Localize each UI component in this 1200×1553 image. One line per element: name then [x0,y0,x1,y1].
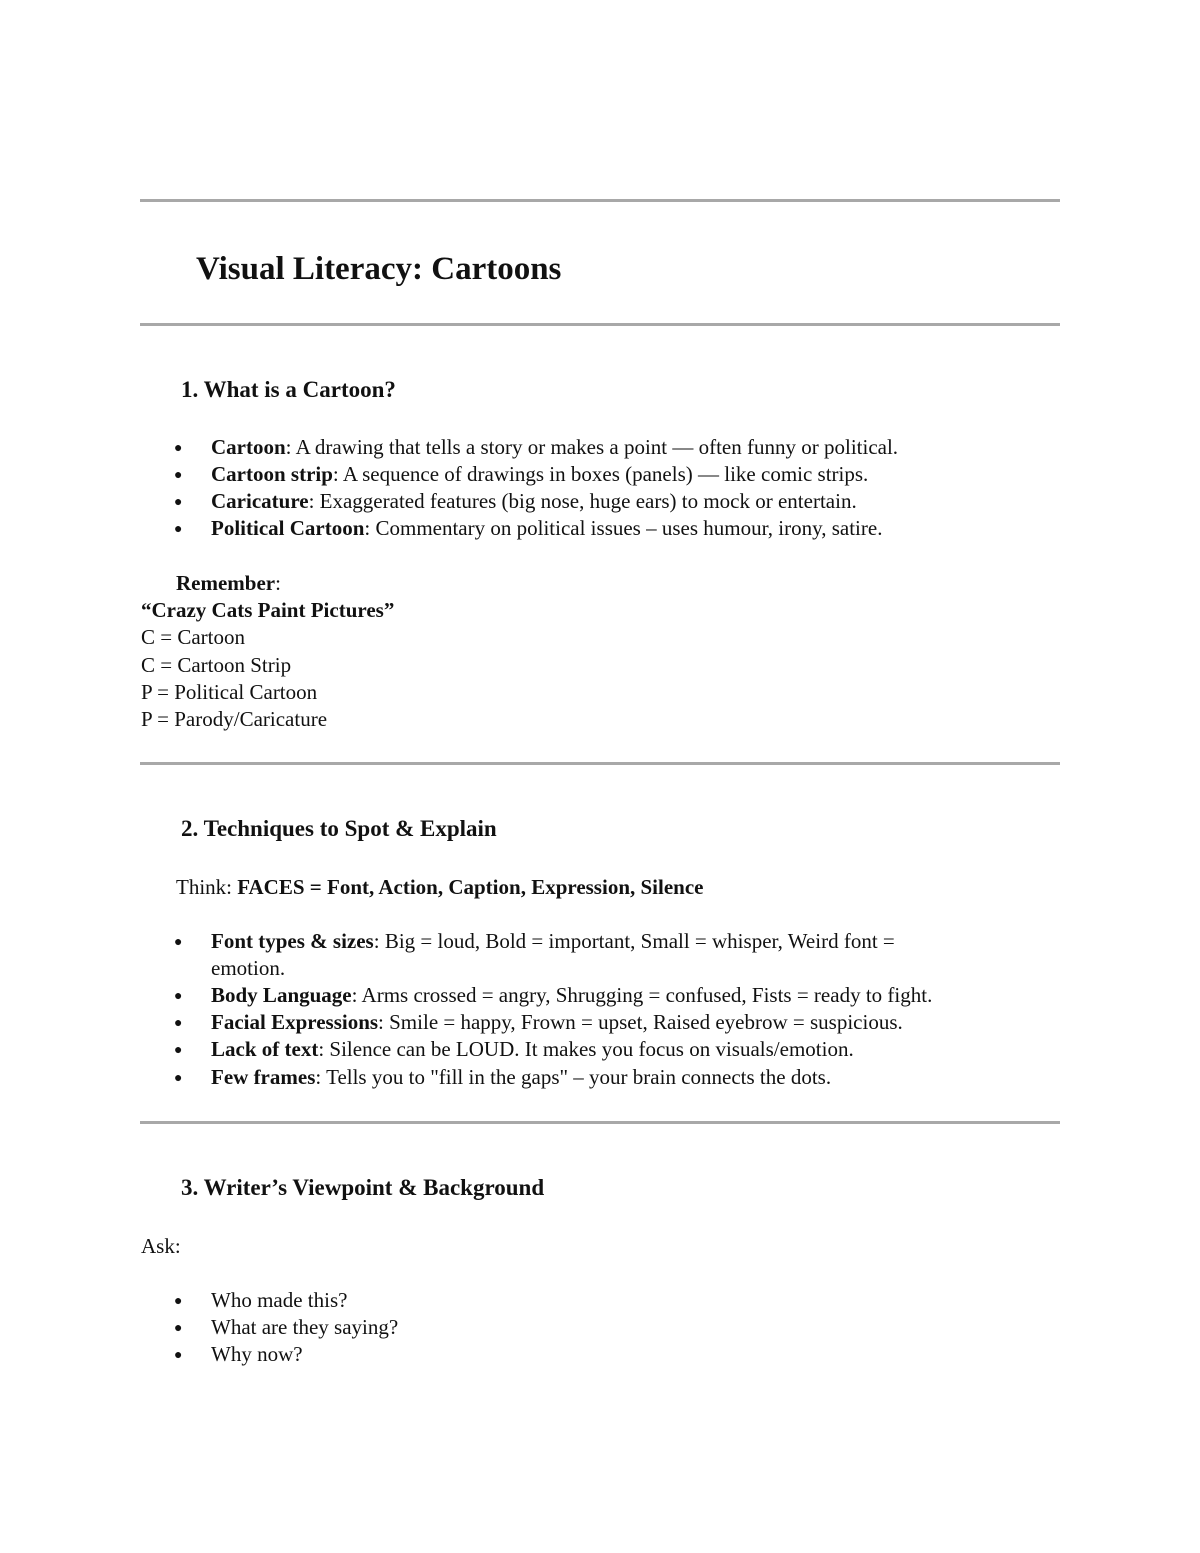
list-item-term: Political Cartoon [211,516,365,540]
divider-under-title [140,323,1060,326]
list-item [211,928,895,955]
list-item: What are they saying? [211,1315,399,1339]
bullet-icon: ● [174,1348,183,1363]
list-item-continuation: emotion. [211,956,286,980]
list-item-text: : A sequence of drawings in boxes (panels) — like comic strips. [332,462,869,486]
mnemonic-line: P = Political Cartoon [141,680,318,704]
list-item-term: Lack of text [211,1037,319,1061]
list-item: Who made this? [211,1288,348,1312]
list-item-text: : Commentary on political issues – uses humour, irony, satire. [364,516,883,540]
list-item-text: : Tells you to "fill in the gaps" – your brain connects the dots. [315,1065,832,1089]
section-2-heading: 2. Techniques to Spot & Explain [181,816,497,841]
divider-section-1 [140,762,1060,765]
think-label: Think: [176,875,238,899]
section-3-heading: 3. Writer’s Viewpoint & Background [181,1175,545,1200]
list-item-text: : A drawing that tells a story or makes a point — often funny or political. [285,435,899,459]
page-title: Visual Literacy: Cartoons [196,251,562,287]
list-item-term: Body Language [211,983,352,1007]
mnemonic: “Crazy Cats Paint Pictures” [141,598,395,622]
bullet-icon: ● [174,495,183,510]
faces-mnemonic: FACES = Font, Action, Caption, Expression, Silence [237,875,704,899]
divider-top [140,199,1060,202]
list-item-term: Facial Expressions [211,1010,379,1034]
bullet-icon: ● [174,935,183,950]
list-item [211,982,932,1009]
list-item [211,1064,831,1091]
list-item-term: Few frames [211,1065,316,1089]
list-item [211,434,898,461]
list-item [211,1036,854,1063]
divider-section-2 [140,1121,1060,1124]
bullet-icon: ● [174,989,183,1004]
list-item [211,461,868,488]
list-item [211,515,882,542]
list-item-text: : Exaggerated features (big nose, huge ears) to mock or entertain. [308,489,857,513]
mnemonic-line: C = Cartoon [141,625,246,649]
list-item-term: Caricature [211,489,309,513]
bullet-icon: ● [174,522,183,537]
section-1-heading: 1. What is a Cartoon? [181,377,396,402]
mnemonic-line: P = Parody/Caricature [141,707,328,731]
bullet-icon: ● [174,1321,183,1336]
bullet-icon: ● [174,468,183,483]
list-item: Why now? [211,1342,303,1366]
think-line [176,874,704,901]
remember-label: Remember: [176,571,281,595]
list-item-text: : Arms crossed = angry, Shrugging = confused, Fists = ready to fight. [351,983,933,1007]
bullet-icon: ● [174,1071,183,1086]
bullet-icon: ● [174,1016,183,1031]
list-item [211,488,857,515]
mnemonic-line: C = Cartoon Strip [141,653,292,677]
list-item [211,1009,903,1036]
list-item-text: : Big = loud, Bold = important, Small = whisper, Weird font = [373,929,895,953]
bullet-icon: ● [174,1043,183,1058]
ask-label: Ask: [141,1234,181,1258]
bullet-icon: ● [174,441,183,456]
list-item-term: Cartoon strip [211,462,333,486]
list-item-text: : Smile = happy, Frown = upset, Raised eyebrow = suspicious. [378,1010,903,1034]
list-item-text: : Silence can be LOUD. It makes you focus on visuals/emotion. [318,1037,854,1061]
list-item-term: Cartoon [211,435,286,459]
bullet-icon: ● [174,1294,183,1309]
list-item-term: Font types & sizes [211,929,374,953]
